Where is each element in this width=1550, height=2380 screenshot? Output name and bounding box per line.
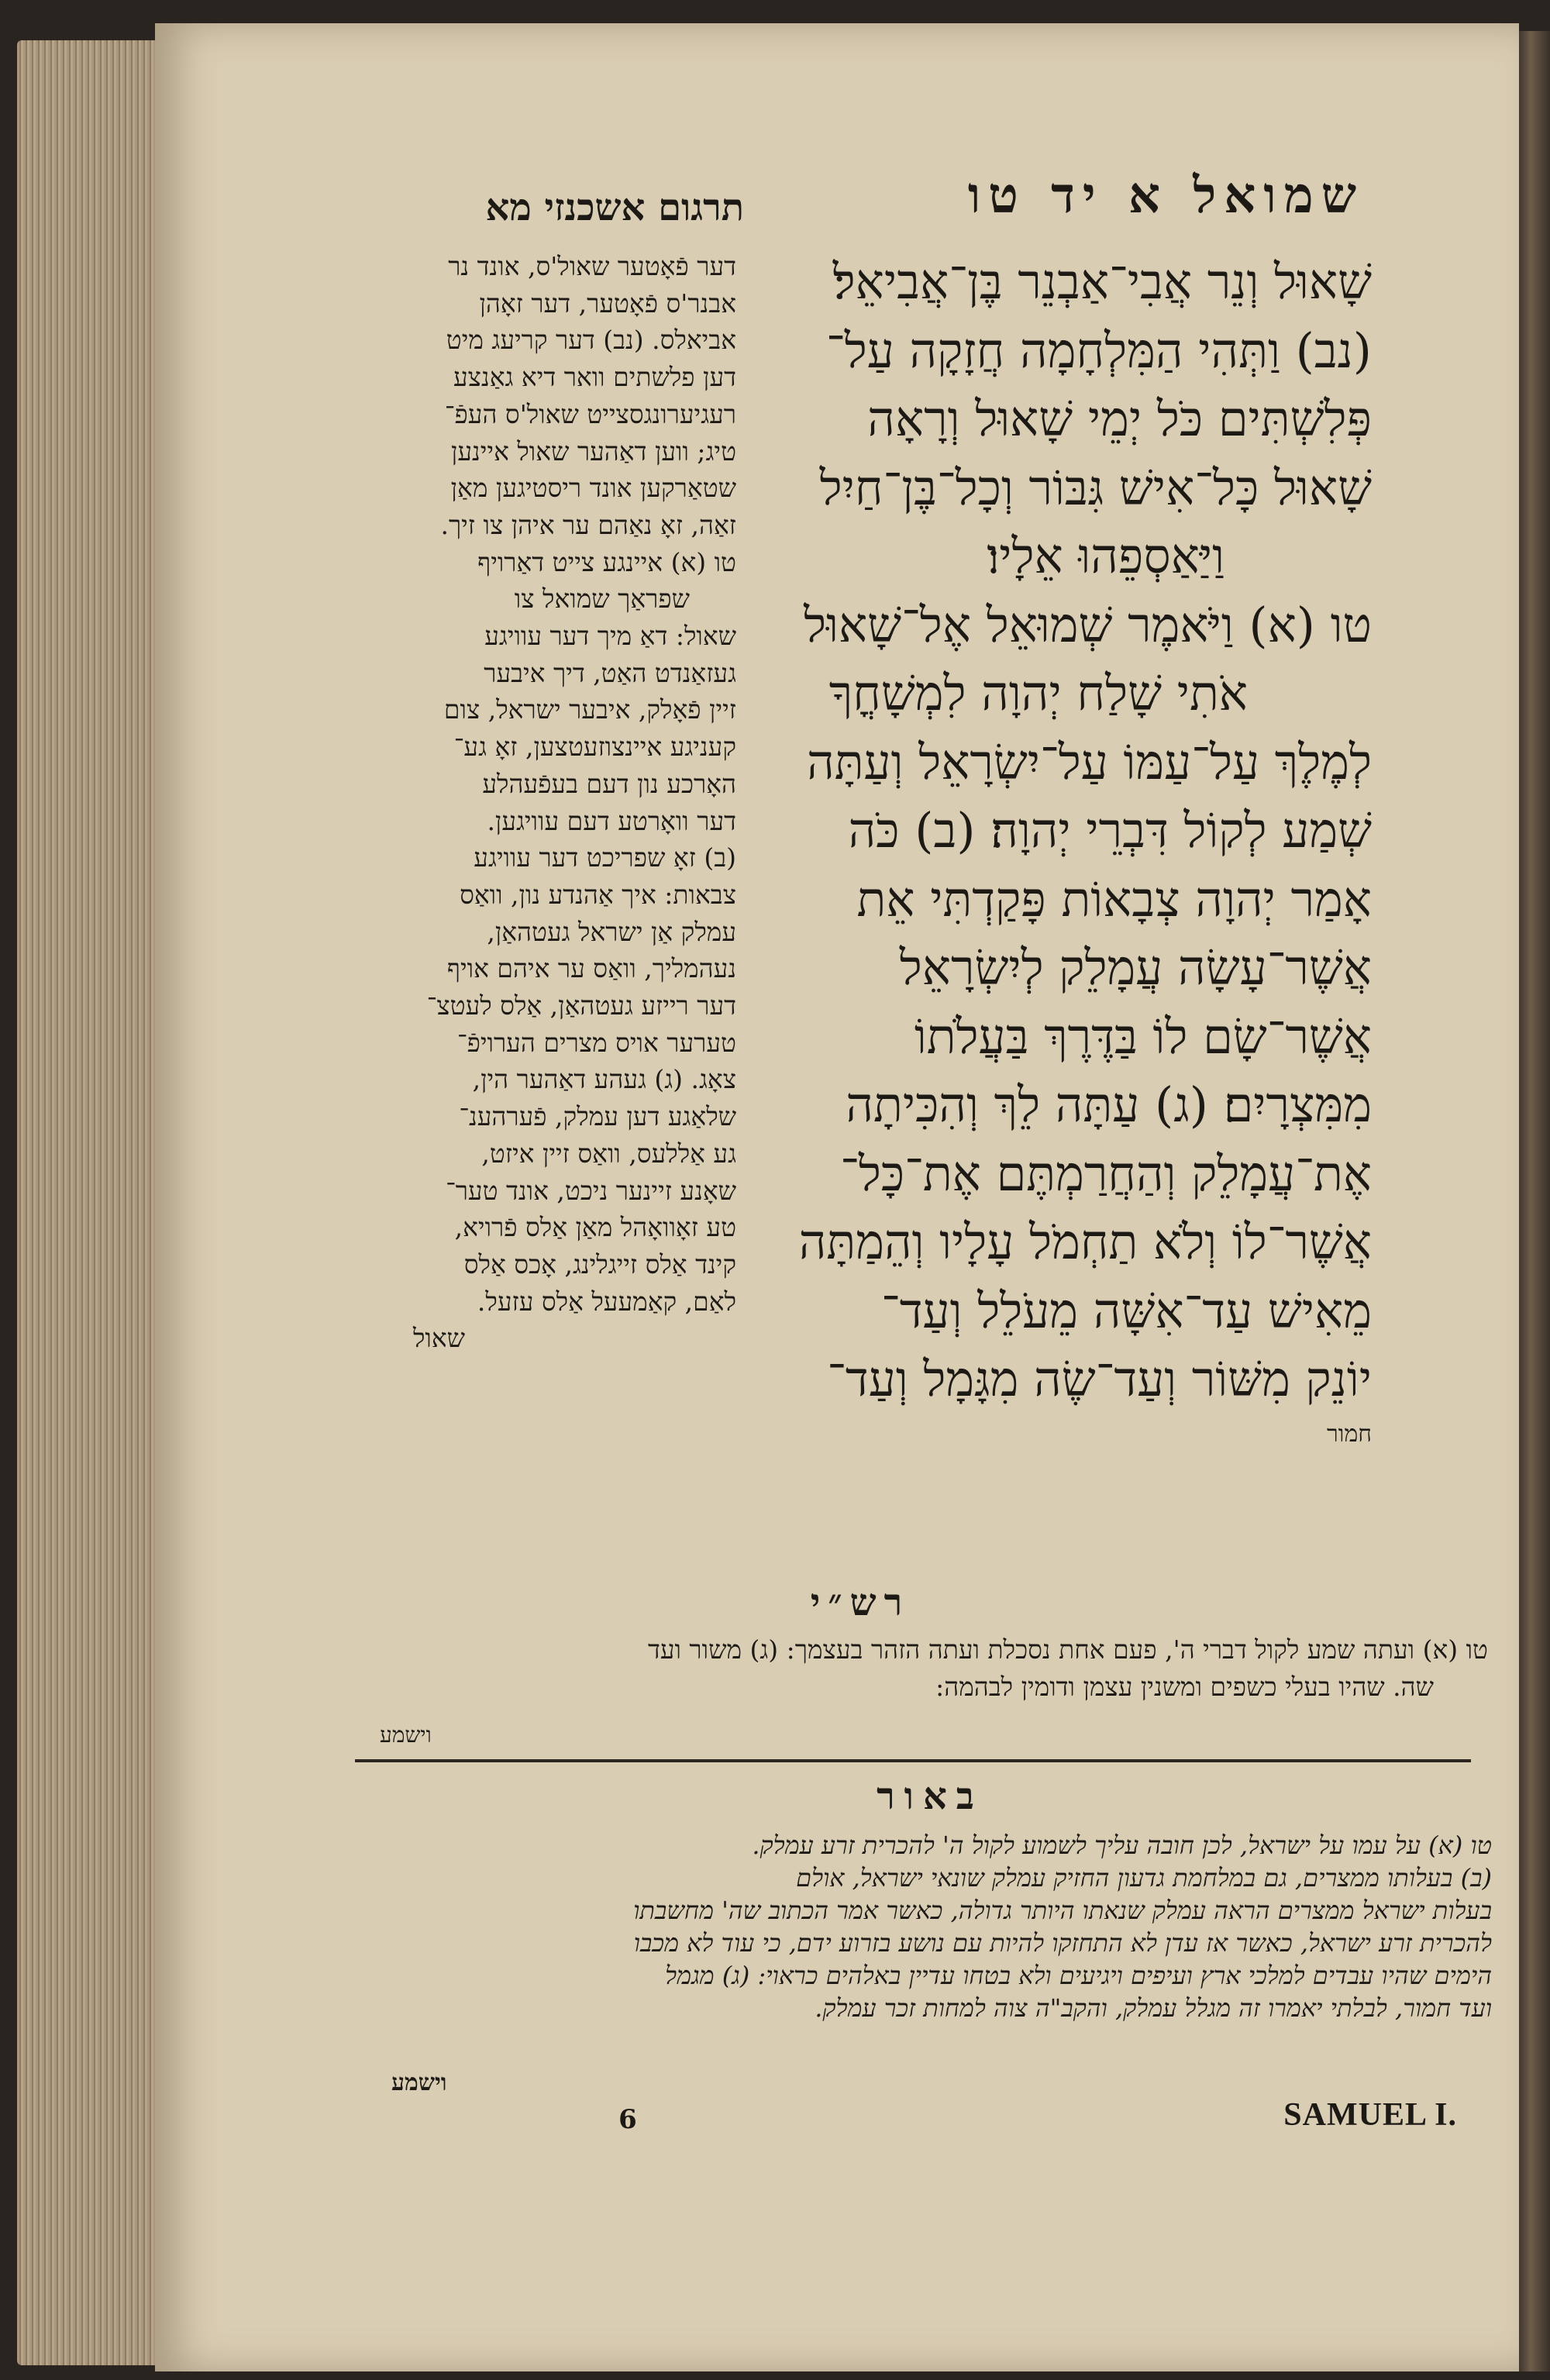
targum-running-header: תרגום אשכנזי מא [485,186,744,229]
targum-line: שלאַגע דען עמלק, פֿערהענ־ [459,1101,736,1132]
main-text-line: יוֹנֵק מִשּׁוֹר וְעַד־שֶׂה מִגָּמָל וְעַד־ [827,1351,1372,1407]
rashi-line: שה. שהיו בעלי כשפים ומשנין עצמן ודומין לבהמה: [935,1672,1434,1702]
section-divider [355,1759,1471,1762]
targum-line: זיין פֿאָלק, איבער ישראל, צום [443,694,736,725]
targum-line: קינד אַלס זייגלינג, אָכס אַלס [463,1249,736,1280]
main-text-line: אָמַר יְהוָה צְבָאוֹת פָּקַדְתִּי אֵת [856,870,1372,928]
targum-line: (ב) זאָ שפריכט דער עוויגע [474,842,736,873]
main-text-line: אֲשֶׁר־שָׂם לוֹ בַּדֶּרֶךְ בַּעֲלֹתוֹ [914,1007,1372,1065]
targum-line: אבנר'ס פֿאָטער, דער זאָהן [479,288,736,319]
rashi-line: טו (א) ועתה שמע לקול דברי ה', פעם אחת נסכלת ועתה הזהר בעצמך: (ג) משור ועד [647,1634,1488,1665]
targum-line: רעגיערונגסצייט שאול'ס העפֿ־ [444,398,736,429]
book-page-edges [17,40,164,2365]
rashi-catchword: וישמע [380,1722,432,1748]
targum-column [345,248,736,1357]
beur-header: באור [877,1775,983,1818]
main-text-line: (נב) וַתְּהִי הַמִּלְחָמָה חֲזָקָה עַל־ [825,322,1372,379]
page-number: 6 [618,2104,637,2135]
targum-line: צאָג. (ג) געהע דאַהער הין, [472,1064,736,1095]
main-text-line: אֲשֶׁר־לוֹ וְלֹא תַחְמֹל עָלָיו וְהֵמַתָּה [798,1214,1372,1270]
beur-line: להכרית זרע ישראל, כאשר אז עדן לא התחזקו להיות עם נושע בזרוע ידם, כי עוד לא מכבו [633,1928,1492,1958]
beur-commentary [349,1829,1492,2024]
targum-line: שטאַרקען אונד ריסטיגען מאַן [450,473,736,504]
main-text-line: מִמִּצְרָיִם׃ (ג) עַתָּה לֵךְ וְהִכִּיתָה [846,1076,1372,1133]
targum-line: טע זאָוואָהל מאַן אַלס פֿרויא, [454,1212,736,1243]
main-text-line: אֶת־עֲמָלֵק וְהַחֲרַמְתֶּם אֶת־כָּל־ [840,1145,1372,1202]
targum-line: געזאַנדט האַט, דיך איבער [484,657,736,688]
targum-line: שאול: דאַ מיך דער עוויגע [484,621,736,652]
targum-line: שאָנע זיינער ניכט, אונד טער־ [446,1175,736,1206]
targum-line: האָרכע נון דעם בעפֿעהלע [482,768,736,799]
main-text-line: אֲשֶׁר־עָשָׂה עֲמָלֵק לְיִשְׂרָאֵל [899,939,1372,996]
beur-catchword: וישמע [391,2069,447,2096]
targum-line: טיג; ווען דאַהער שאול איינען [450,436,736,467]
beur-line: הימים שהיו עבדים למלכי ארץ ועיפים ויגיעים ולא בטחו עדיין באלהים כראוי: (ג) מגמל [665,1961,1492,1990]
main-text-line: שָׁאוּל וְנֵר אֲבִי־אַבְנֵר בֶּן־אֲבִיאֵל׃ [832,253,1372,310]
targum-line: שפראַך שמואל צו [514,584,690,615]
targum-line: קעניגע איינצוזעטצען, זאָ גע־ [453,732,736,763]
main-text-line: שְׁמַע לְקוֹל דִּבְרֵי יְהוָה׃ (ב) כֹּה [848,802,1372,859]
beur-line: טו (א) על עמו על ישראל, לכן חובה עליך לשמוע לקול ה' להכרית זרע עמלק. [752,1831,1492,1860]
main-text-line: פְּלִשְׁתִּים כֹּל יְמֵי שָׁאוּל וְרָאָה [867,391,1372,447]
targum-catchword: שאול [412,1323,465,1354]
rashi-header: רש״י [810,1581,911,1624]
targum-line: דער רייזע געטהאַן, אַלס לעטצ־ [426,990,736,1021]
beur-line: ועד חמור, לבלתי יאמרו זה מגלל עמלק, והקב"ה צוה למחות זכר עמלק. [815,1993,1492,2023]
targum-line: צבאות: איך אַהנדע נון, וואַס [460,879,736,910]
targum-line: זאַה, זאָ נאַהם ער איהן צו זיך. [440,509,736,540]
english-book-title: SAMUEL I. [1283,2097,1457,2133]
main-text-line: טו (א) וַיֹּאמֶר שְׁמוּאֵל אֶל־שָׁאוּל [804,596,1372,653]
targum-line: טו (א) איינגע צייט דאַרויף [477,546,736,577]
targum-line: דער וואָרטע דעם עוויגען. [487,805,736,836]
targum-line: טערער אויס מצרים הערויפֿ־ [456,1027,736,1058]
main-text-line: וַיַּאַסְפֵהוּ אֵלָיו׃ [987,528,1224,584]
beur-line: (ב) בעלותו ממצרים, גם במלחמת גדעון החזיק עמלק שונאי ישראל, אולם [796,1863,1492,1893]
beur-line: בעלות ישראל ממצרים הראה עמלק שנאתו היותר גדולה, כאשר אמר הכתוב שה' מחשבתו [633,1896,1492,1925]
targum-line: לאַם, קאַמעעל אַלס עזעל. [477,1286,736,1317]
targum-line: דער פֿאָטער שאול'ס, אונד נר [448,251,736,281]
main-text-line: שָׁאוּל כָּל־אִישׁ גִּבּוֹר וְכָל־בֶּן־חַיִל [819,459,1372,516]
targum-line: אביאלס. (נב) דער קריעג מיט [446,325,736,356]
main-text-line: מֵאִישׁ עַד־אִשָּׁה מֵעֹלֵל וְעַד־ [881,1282,1372,1339]
main-text-catchword: חמור [1327,1420,1372,1448]
targum-line: גע אַללעס, וואַס זיין איזט, [481,1138,736,1169]
book-gutter [1517,31,1550,2371]
targum-line: נעהמליך, וואַס ער איהם אויף [446,953,736,984]
main-text-column [767,248,1372,1450]
rashi-commentary [349,1631,1488,1706]
main-text-line: אֹתִי שָׁלַח יְהוָה לִמְשָׁחֳךָ [828,665,1248,722]
main-text-line: לְמֶלֶךְ עַל־עַמּוֹ עַל־יִשְׂרָאֵל וְעַתָּה [807,733,1372,790]
main-running-header: שמואל א יד טו [967,167,1364,225]
targum-line: דען פלשתים וואר דיא גאַנצע [453,362,736,393]
targum-line: עמלק אַן ישראל געטהאַן, [487,916,736,947]
